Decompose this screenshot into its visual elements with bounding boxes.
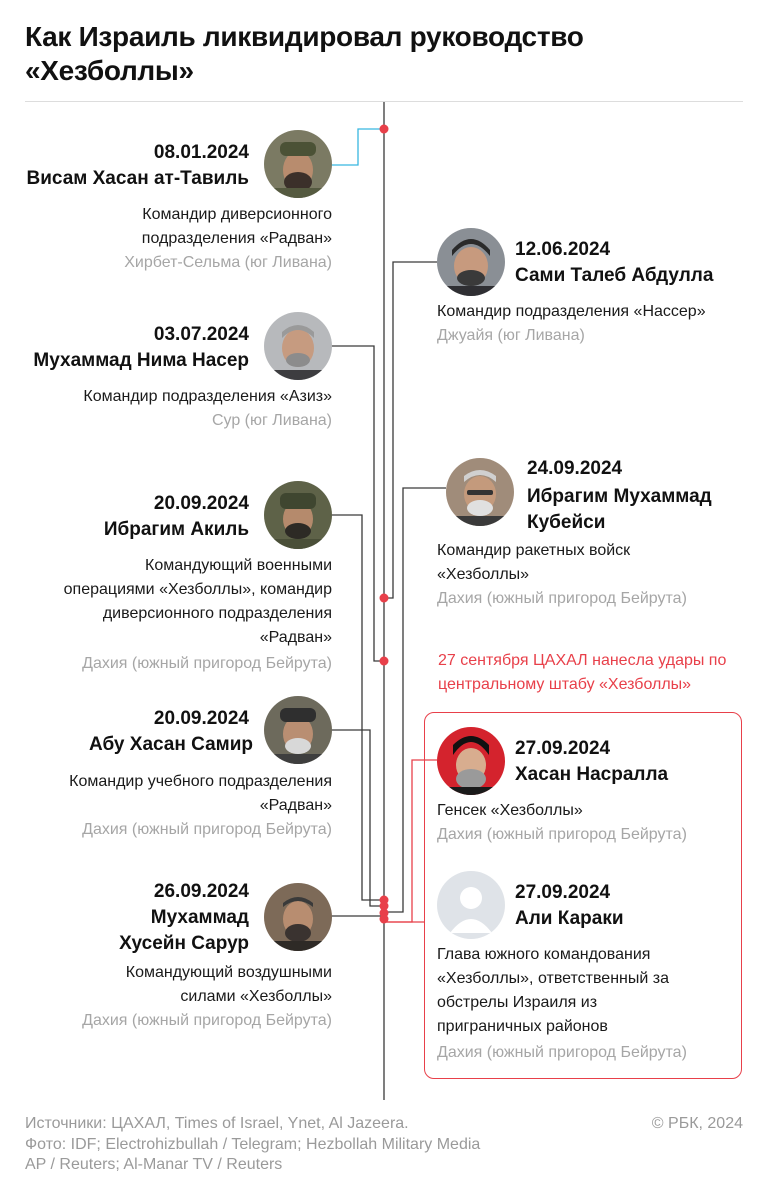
person-9-name: Али Караки [515,908,624,929]
person-5-name: Ибрагим Акиль [103,519,249,540]
timeline-dot-3 [380,657,389,666]
person-3-place: Сур (юг Ливана) [211,412,332,429]
person-2-name: Сами Талеб Абдулла [515,265,714,286]
timeline-dot-1 [380,125,389,134]
person-4-name: Ибрагим Мухаммад Кубейси [527,486,712,533]
person-8-name: Мухаммад Хусейн Сарур [119,907,249,954]
avatar-tavil [264,130,332,198]
avatar-akil [264,481,332,549]
person-8-date: 26.09.2024 [153,881,249,902]
footer-copyright: © РБК, 2024 [651,1115,743,1132]
avatar-nasrallah [437,727,505,795]
footer-photo-1: Фото: IDF; Electrohizbullah / Telegram; Hezbollah Military Media [25,1136,481,1153]
hq-strike-note: 27 сентября ЦАХАЛ нанесла удары по центральному штабу «Хезболлы» [438,652,727,693]
person-3-role: Командир подразделения «Азиз» [83,388,332,405]
avatar-kubeisi [446,458,514,526]
avatar-sarur [264,883,332,951]
person-5-place: Дахия (южный пригород Бейрута) [82,655,332,672]
avatar-samir [264,696,332,764]
person-4-place: Дахия (южный пригород Бейрута) [437,590,687,607]
timeline-dot-2 [380,594,389,603]
person-4-date: 24.09.2024 [527,458,623,479]
person-1-name: Висам Хасан ат-Тавиль [26,168,249,189]
person-2-date: 12.06.2024 [515,239,611,260]
person-1-role: Командир диверсионного подразделения «Радван» [141,206,332,247]
connector-6 [331,730,384,906]
person-8-place: Дахия (южный пригород Бейрута) [82,1012,332,1029]
person-7-date: 27.09.2024 [515,738,611,759]
timeline-dot-8 [380,915,389,924]
person-7-place: Дахия (южный пригород Бейрута) [437,826,687,843]
person-9-role: Глава южного командования «Хезболлы», ответственный за обстрелы Израиля из приграничных районов [437,946,669,1035]
person-4-role: Командир ракетных войск «Хезболлы» [437,542,631,583]
avatar-naser [264,312,332,380]
avatar-placeholder [437,871,505,939]
footer-sources: Источники: ЦАХАЛ, Times of Israel, Ynet, Al Jazeera. [25,1115,409,1132]
page-title: Как Израиль ликвидировал руководство «Хезболлы» [25,21,584,86]
person-6-date: 20.09.2024 [153,708,249,729]
person-3-date: 03.07.2024 [153,324,249,345]
person-2-role: Командир подразделения «Нассер» [437,303,706,320]
person-9-place: Дахия (южный пригород Бейрута) [437,1044,687,1061]
connector-5 [331,515,384,900]
person-5-role: Командующий военными операциями «Хезболлы», командир диверсионного подразделения «Радван» [63,557,332,646]
person-9-date: 27.09.2024 [515,882,611,903]
person-8-role: Командующий воздушными силами «Хезболлы» [125,964,332,1005]
person-5-date: 20.09.2024 [153,493,249,514]
person-6-name: Абу Хасан Самир [88,734,253,755]
person-3-name: Мухаммад Нима Насер [33,350,249,371]
person-6-role: Командир учебного подразделения «Радван» [69,773,332,814]
connector-1 [331,129,384,165]
person-2-place: Джуайя (юг Ливана) [437,327,585,344]
connector-2 [384,262,437,598]
person-1-place: Хирбет-Сельма (юг Ливана) [124,254,332,271]
person-7-role: Генсек «Хезболлы» [437,802,583,819]
footer-photo-2: AP / Reuters; Al-Manar TV / Reuters [25,1156,283,1173]
avatar-abdulla [437,228,505,296]
person-1-date: 08.01.2024 [153,142,249,163]
person-7-name: Хасан Насралла [515,764,669,785]
person-6-place: Дахия (южный пригород Бейрута) [82,821,332,838]
connector-3 [331,346,384,661]
